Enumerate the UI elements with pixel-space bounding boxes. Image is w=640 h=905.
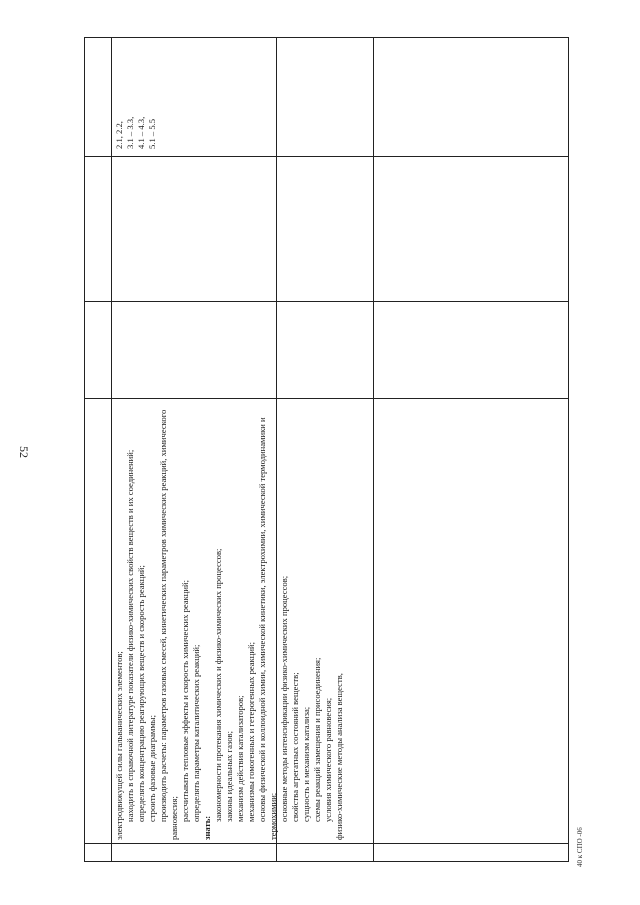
column-divider bbox=[85, 843, 568, 844]
list-item: основы физической и коллоидной химии, химической кинетики, электрохимии, химической термодинамики и термохимии; bbox=[257, 417, 278, 840]
knowledge-heading: знать: bbox=[202, 815, 212, 840]
reference-item: 4.1 – 4.3, bbox=[136, 116, 146, 149]
table-row bbox=[374, 38, 535, 861]
reference-item: 5.1 – 5.5 bbox=[147, 118, 157, 149]
list-item: законы идеальных газов; bbox=[224, 731, 234, 822]
column-divider bbox=[85, 156, 568, 157]
list-item: механизм действия катализаторов; bbox=[235, 695, 245, 822]
page-number: 52 bbox=[17, 446, 31, 458]
list-item: механизмы гомогенных и гетерогенных реакций; bbox=[246, 642, 256, 822]
list-item: определять концентрацию реагирующих веществ и скорость реакций; bbox=[136, 565, 146, 822]
table-row bbox=[112, 38, 344, 861]
reference-item: 3.1 – 3.3, bbox=[125, 116, 135, 149]
list-item: электродвижущей силы гальванических элементов; bbox=[114, 651, 124, 840]
list-item: сущность и механизм катализа; bbox=[301, 706, 311, 822]
list-item: производить расчеты: параметров газовых смесей, кинетических параметров химических реакций, химического равновесия; bbox=[158, 409, 179, 840]
table-row bbox=[85, 38, 112, 861]
reference-list bbox=[112, 43, 160, 153]
list-item: свойства агрегатных состояний веществ; bbox=[290, 672, 300, 822]
column-divider bbox=[85, 398, 568, 399]
reference-item: 2.1, 2.2, bbox=[114, 121, 124, 149]
list-item: закономерности протекания химических и физико-химических процессов; bbox=[213, 548, 223, 822]
document-footer: 40 к СПО -06 bbox=[576, 827, 584, 867]
column-divider bbox=[85, 301, 568, 302]
competency-list bbox=[112, 399, 344, 844]
list-item: условия химического равновесия; bbox=[323, 697, 333, 822]
list-item: строить фазовые диаграммы; bbox=[147, 715, 157, 822]
table-row bbox=[277, 38, 374, 861]
rotated-page-content bbox=[17, 37, 584, 867]
list-item: определять параметры каталитических реакций; bbox=[191, 644, 201, 822]
list-item: находить в справочной литературе показатели физико-химических свойств веществ и их соединений; bbox=[125, 449, 135, 822]
list-item: рассчитывать тепловые эффекты и скорость химических реакций; bbox=[180, 580, 190, 822]
list-item: основные методы интенсификации физико-химических процессов; bbox=[279, 575, 289, 822]
competency-table bbox=[84, 37, 569, 862]
list-item: физико-химические методы анализа веществ, bbox=[334, 673, 344, 840]
list-item: схемы реакций замещения и присоединения; bbox=[312, 657, 322, 822]
